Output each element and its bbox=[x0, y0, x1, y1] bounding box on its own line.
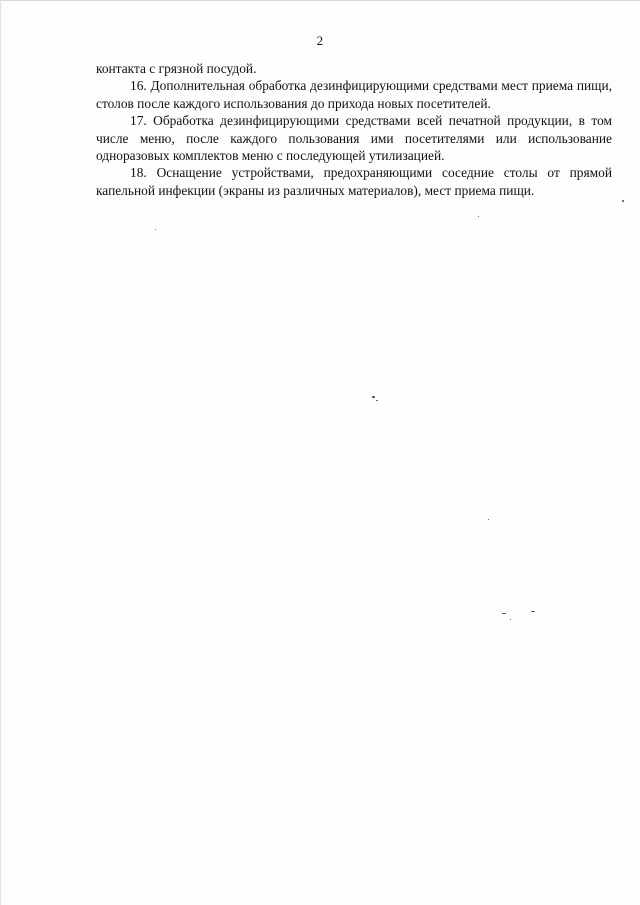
scan-speck bbox=[502, 613, 506, 614]
paragraph-item-16: 16. Дополнительная обработка дезинфицирующими средствами мест приема пищи, столов после каждого использования до прихода новых посетителей. bbox=[96, 78, 612, 111]
scan-edge-top bbox=[0, 0, 640, 1]
scan-edge-left bbox=[0, 0, 1, 905]
document-body bbox=[96, 60, 612, 199]
scan-speck bbox=[488, 519, 489, 520]
scan-speck bbox=[376, 400, 378, 401]
paragraph-item-17: 17. Обработка дезинфицирующими средствами всей печатной продукции, в том числе меню, после каждого пользования ими посетителями или использование одноразовых комплектов меню с последующей утилизацией. bbox=[96, 113, 612, 164]
scan-speck bbox=[622, 200, 624, 202]
scan-speck bbox=[478, 216, 479, 217]
scan-speck bbox=[372, 396, 375, 398]
scan-speck bbox=[510, 619, 511, 620]
scan-speck bbox=[531, 611, 535, 612]
paragraph-continuation: контакта с грязной посудой. bbox=[96, 61, 257, 76]
page-number: 2 bbox=[316, 33, 324, 48]
paragraph-item-18: 18. Оснащение устройствами, предохраняющими соседние столы от прямой капельной инфекции (экраны из различных материалов), мест приема пищи. bbox=[96, 165, 612, 198]
scan-speck bbox=[155, 229, 156, 230]
